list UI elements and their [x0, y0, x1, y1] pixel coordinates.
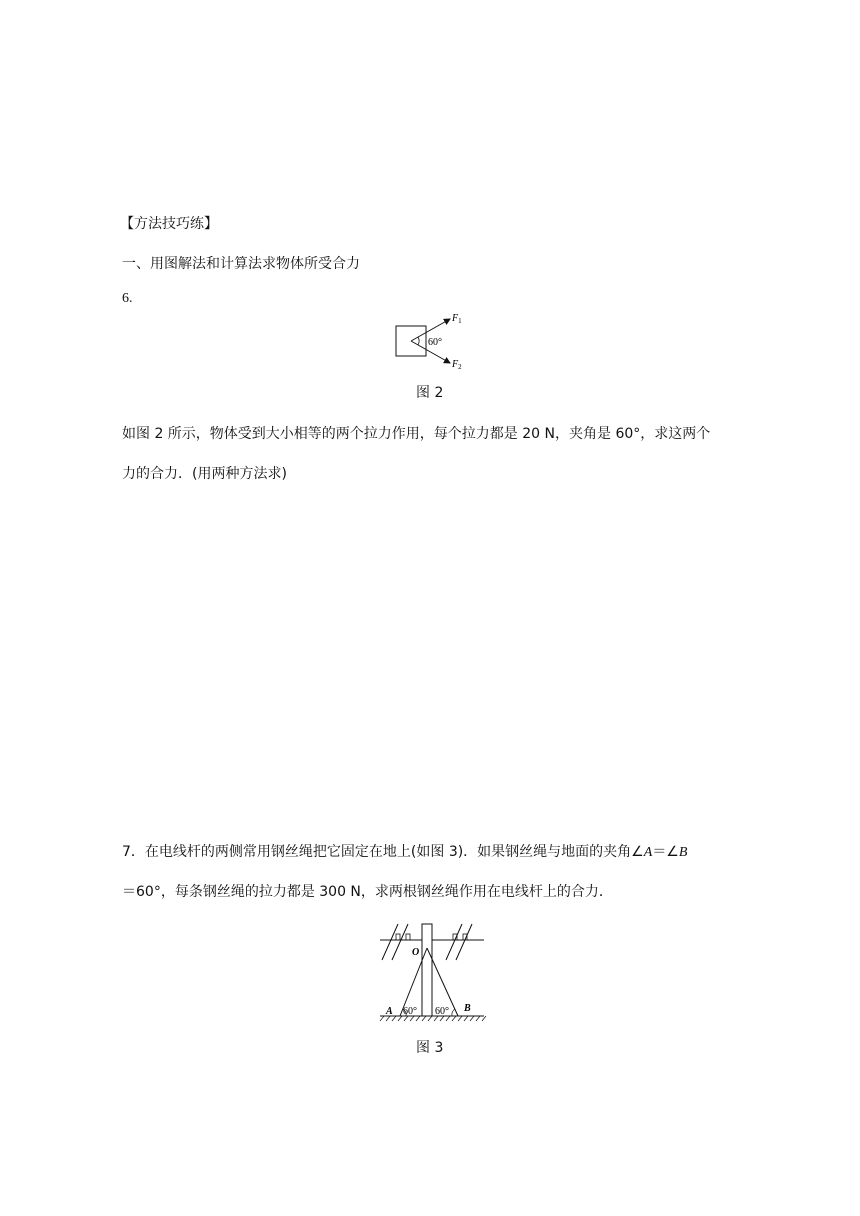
label-b: B: [464, 1003, 471, 1014]
figure-3-pole-diagram: [376, 918, 488, 1024]
question-6-text-line2: 力的合力．(用两种方法求): [122, 466, 287, 482]
question-7-text-line1: [122, 842, 687, 863]
question-6-text-line1: 如图 2 所示，物体受到大小相等的两个拉力作用，每个拉力都是 20 N，夹角是 60°，求这两个: [122, 426, 711, 442]
q7-text-a: 7．在电线杆的两侧常用钢丝绳把它固定在地上(如图 3)．如果钢丝绳与地面的夹角∠: [122, 844, 644, 860]
figure-2-caption: 图 2: [416, 385, 444, 401]
label-o: O: [412, 947, 420, 958]
question-7-text-line2: ＝60°，每条钢丝绳的拉力都是 300 N，求两根钢丝绳作用在电线杆上的合力．: [122, 884, 613, 900]
var-a: A: [643, 845, 653, 860]
var-b: B: [678, 845, 688, 860]
f1-label: $F_1$: [452, 313, 462, 325]
subheading: 一、用图解法和计算法求物体所受合力: [122, 256, 360, 272]
section-heading: 【方法技巧练】: [120, 216, 218, 232]
f2-label: $F_2$: [452, 359, 462, 371]
angle-label: 60°: [428, 337, 442, 348]
angle-left-label: 60°: [403, 1006, 417, 1017]
figure-3-caption: 图 3: [416, 1040, 444, 1056]
q7-eq: ＝∠: [652, 844, 679, 860]
figure-2-force-diagram: [390, 310, 480, 372]
label-a: A: [386, 1006, 393, 1017]
question-6-number: 6.: [122, 291, 133, 306]
angle-arc: [418, 337, 419, 345]
pole: [422, 924, 432, 1016]
angle-right-label: 60°: [435, 1006, 449, 1017]
